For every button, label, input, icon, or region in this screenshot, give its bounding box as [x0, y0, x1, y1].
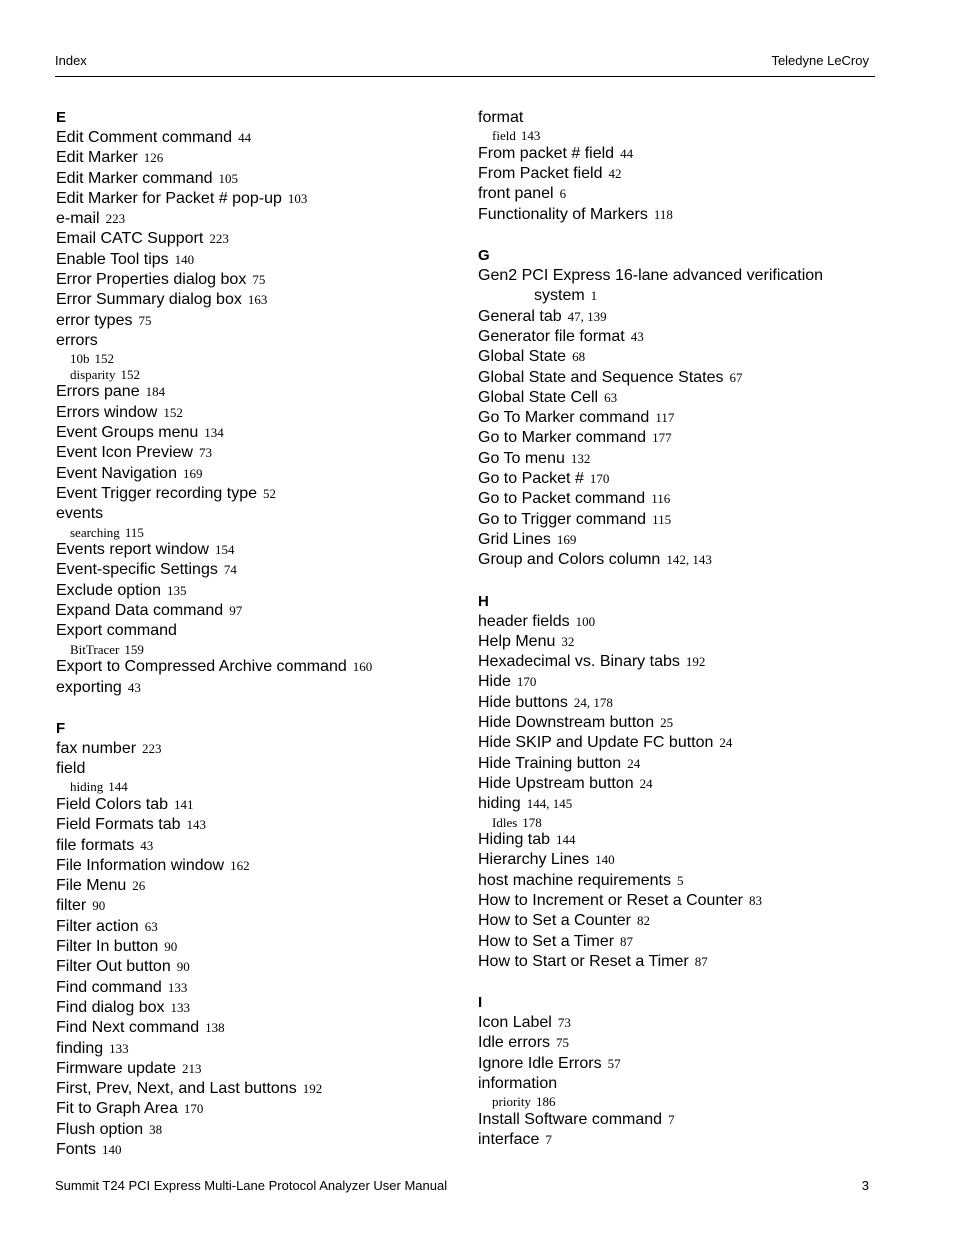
entry-term: Find command	[56, 978, 162, 996]
entry-term: Hexadecimal vs. Binary tabs	[478, 653, 680, 671]
entry-pages: 133	[170, 999, 191, 1015]
subentry-pages: 159	[124, 641, 144, 657]
index-entry	[56, 1018, 466, 1038]
subentry-pages: 178	[522, 814, 542, 830]
entry-pages: 144	[556, 832, 576, 848]
section-letter: I	[478, 994, 483, 1012]
entry-pages: 25	[660, 715, 674, 731]
entry-term: Exclude option	[56, 581, 161, 599]
entry-pages: 140	[595, 852, 615, 868]
entry-term: Event-specific Settings	[56, 561, 218, 579]
entry-pages: 133	[109, 1040, 129, 1056]
index-section	[56, 719, 466, 1161]
index-entry	[56, 657, 466, 677]
index-entry	[478, 891, 888, 911]
entry-term: Global State	[478, 348, 567, 366]
entry-term: Edit Marker for Packet # pop-up	[56, 189, 282, 207]
entry-term: Ignore Idle Errors	[478, 1054, 602, 1072]
entry-term: File Information window	[56, 856, 225, 874]
index-entry	[56, 581, 466, 601]
entry-pages: 74	[223, 562, 237, 578]
index-entry	[56, 621, 466, 641]
entry-term: hiding	[478, 795, 521, 813]
entry-term: events	[56, 505, 104, 523]
index-section	[478, 993, 888, 1150]
entry-term-continuation	[478, 286, 888, 306]
entry-term: information	[478, 1075, 558, 1093]
index-entry	[56, 1099, 466, 1119]
index-entry	[478, 871, 888, 891]
entry-pages: 73	[198, 445, 212, 461]
index-entry	[478, 108, 888, 128]
entry-term: header fields	[478, 612, 570, 630]
index-entry	[56, 540, 466, 560]
entry-pages: 24	[719, 735, 733, 751]
index-entry	[478, 368, 888, 388]
entry-term: exporting	[56, 678, 122, 696]
entry-pages: 42	[608, 166, 622, 182]
index-entry	[478, 830, 888, 850]
entry-term: Hierarchy Lines	[478, 851, 590, 869]
entry-term: file formats	[56, 836, 135, 854]
index-entry	[56, 998, 466, 1018]
index-entry	[478, 347, 888, 367]
index-entry	[56, 978, 466, 998]
footer-page-number: 3	[861, 1178, 869, 1193]
entry-pages: 223	[209, 231, 229, 247]
entry-term: Error Summary dialog box	[56, 291, 242, 309]
subentry-pages: 186	[536, 1094, 556, 1110]
subentry-term: priority	[492, 1094, 531, 1110]
index-entry	[56, 1039, 466, 1059]
entry-pages: 90	[176, 959, 190, 975]
page-header-company: Teledyne LeCroy	[771, 53, 869, 68]
header-divider	[55, 76, 875, 77]
entry-pages: 5	[676, 872, 684, 888]
entry-pages: 67	[729, 369, 743, 385]
entry-pages: 1	[590, 288, 598, 304]
index-entry	[478, 672, 888, 692]
index-section	[56, 108, 466, 698]
entry-term: front panel	[478, 185, 554, 203]
subentry-pages: 144	[108, 779, 128, 795]
entry-term: Filter Out button	[56, 958, 171, 976]
entry-term: From packet # field	[478, 144, 615, 162]
index-subentry	[56, 367, 466, 383]
entry-term: interface	[478, 1131, 540, 1149]
index-subentry	[56, 779, 466, 795]
subentry-term: field	[492, 128, 516, 144]
index-subentry	[56, 351, 466, 367]
entry-pages: 143	[186, 817, 206, 833]
entry-term: errors	[56, 331, 98, 349]
entry-term: fax number	[56, 739, 137, 757]
entry-term: Export to Compressed Archive command	[56, 658, 347, 676]
footer-manual-title: Summit T24 PCI Express Multi-Lane Protocol Analyzer User Manual	[55, 1178, 448, 1193]
page-header-section: Index	[55, 53, 87, 68]
entry-term: Fonts	[56, 1141, 97, 1159]
entry-term: Icon Label	[478, 1014, 552, 1032]
index-entry	[478, 632, 888, 652]
index-entry	[56, 504, 466, 524]
entry-term: Filter In button	[56, 938, 159, 956]
index-entry	[56, 128, 466, 148]
index-entry	[478, 932, 888, 952]
entry-pages: 160	[352, 659, 373, 675]
index-entry	[478, 1110, 888, 1130]
entry-term: field	[56, 760, 86, 778]
index-entry	[478, 774, 888, 794]
index-entry	[478, 449, 888, 469]
section-letter: H	[478, 592, 489, 610]
entry-term: Fit to Graph Area	[56, 1100, 178, 1118]
entry-pages: 100	[575, 613, 596, 629]
section-letter: E	[56, 109, 67, 126]
index-entry	[478, 733, 888, 753]
entry-pages: 7	[545, 1132, 552, 1148]
subentry-term: hiding	[70, 779, 104, 795]
entry-pages: 63	[604, 389, 618, 405]
entry-pages: 170	[589, 471, 610, 487]
entry-term: General tab	[478, 307, 562, 325]
subentry-pages: 152	[120, 366, 140, 382]
entry-pages: 47, 139	[567, 308, 607, 324]
entry-pages: 117	[655, 410, 675, 426]
subentry-term: BitTracer	[70, 641, 120, 657]
entry-term: Install Software command	[478, 1110, 663, 1128]
entry-term: Functionality of Markers	[478, 205, 648, 223]
entry-pages: 24	[639, 775, 653, 791]
index-entry	[56, 1059, 466, 1079]
entry-term: error types	[56, 311, 133, 329]
index-entry	[56, 423, 466, 443]
entry-term: format	[478, 109, 524, 126]
entry-term: Edit Marker	[56, 149, 138, 167]
entry-pages: 192	[302, 1081, 323, 1097]
index-entry	[478, 952, 888, 972]
index-subentry	[56, 642, 466, 658]
entry-term: First, Prev, Next, and Last buttons	[56, 1080, 297, 1098]
entry-term: host machine requirements	[478, 871, 671, 889]
entry-term: Event Groups menu	[56, 424, 199, 442]
index-entry	[56, 148, 466, 168]
entry-pages: 24, 178	[573, 694, 613, 710]
entry-pages: 43	[127, 679, 141, 695]
entry-pages: 140	[102, 1142, 122, 1158]
index-section	[478, 592, 888, 973]
entry-term: Go to Packet #	[478, 470, 584, 488]
entry-pages: 223	[142, 740, 162, 756]
entry-pages: 75	[138, 312, 152, 328]
entry-term: finding	[56, 1039, 104, 1057]
entry-pages: 142, 143	[666, 552, 712, 568]
entry-pages: 163	[247, 292, 268, 308]
index-entry	[56, 759, 466, 779]
entry-term: Find Next command	[56, 1019, 200, 1037]
entry-pages: 126	[143, 150, 164, 166]
entry-term: Hiding tab	[478, 831, 551, 849]
entry-term: From Packet field	[478, 165, 603, 183]
index-entry	[478, 510, 888, 530]
entry-pages: 184	[145, 384, 166, 400]
index-entry	[478, 1074, 888, 1094]
index-entry	[478, 530, 888, 550]
entry-pages: 32	[561, 633, 575, 649]
entry-term: Event Navigation	[56, 464, 177, 482]
entry-term: Global State and Sequence States	[478, 368, 724, 386]
entry-term: Go to Trigger command	[478, 510, 647, 528]
entry-pages: 152	[163, 404, 183, 420]
entry-pages: 170	[183, 1101, 204, 1117]
entry-term: Edit Marker command	[56, 169, 213, 187]
entry-term: Enable Tool tips	[56, 250, 169, 268]
entry-pages: 118	[653, 206, 673, 222]
index-entry	[56, 957, 466, 977]
entry-term-continued: system	[534, 287, 585, 305]
index-entry	[56, 229, 466, 249]
entry-pages: 43	[140, 837, 154, 853]
entry-pages: 82	[636, 913, 650, 929]
entry-pages: 162	[230, 857, 250, 873]
subentry-term: 10b	[70, 351, 90, 367]
entry-term: Field Colors tab	[56, 795, 169, 813]
entry-term: Go to Marker command	[478, 429, 647, 447]
index-entry	[478, 469, 888, 489]
index-entry	[478, 1033, 888, 1053]
entry-pages: 132	[570, 450, 591, 466]
entry-term: e-mail	[56, 210, 100, 228]
entry-term: Error Properties dialog box	[56, 271, 247, 289]
index-section	[478, 246, 888, 570]
entry-pages: 169	[182, 465, 203, 481]
index-entry	[56, 1140, 466, 1160]
entry-pages: 141	[174, 796, 194, 812]
index-entry	[56, 403, 466, 423]
index-entry	[478, 489, 888, 509]
subentry-pages: 143	[520, 128, 541, 144]
entry-pages: 169	[556, 531, 577, 547]
entry-term: How to Set a Counter	[478, 912, 631, 930]
entry-pages: 75	[252, 272, 266, 288]
entry-pages: 140	[174, 251, 195, 267]
index-entry	[56, 896, 466, 916]
index-entry	[56, 1120, 466, 1140]
entry-pages: 52	[263, 485, 276, 501]
entry-pages: 44	[238, 130, 252, 145]
index-entry	[478, 184, 888, 204]
index-section	[478, 108, 888, 225]
entry-term: Errors window	[56, 403, 158, 421]
index-entry	[478, 205, 888, 225]
entry-pages: 26	[132, 878, 146, 894]
index-entry	[56, 250, 466, 270]
entry-pages: 24	[627, 755, 641, 771]
entry-term: Global State Cell	[478, 388, 599, 406]
subentry-term: disparity	[70, 366, 116, 382]
subentry-pages: 115	[124, 524, 144, 540]
entry-pages: 38	[149, 1121, 163, 1137]
entry-term: filter	[56, 897, 87, 915]
entry-term: Expand Data command	[56, 602, 224, 620]
index-entry	[56, 331, 466, 351]
index-entry	[478, 307, 888, 327]
index-entry	[478, 850, 888, 870]
index-entry	[56, 382, 466, 402]
index-entry	[56, 290, 466, 310]
index-entry	[56, 876, 466, 896]
index-entry	[478, 266, 888, 307]
index-entry	[56, 937, 466, 957]
entry-term: Filter action	[56, 917, 139, 935]
entry-pages: 97	[229, 603, 243, 619]
index-entry	[478, 327, 888, 347]
index-entry	[478, 911, 888, 931]
index-entry	[56, 815, 466, 835]
entry-term: Go To menu	[478, 449, 565, 467]
entry-pages: 144, 145	[526, 796, 573, 812]
entry-pages: 105	[218, 170, 238, 186]
entry-pages: 63	[144, 918, 158, 934]
entry-term: Gen2 PCI Express 16-lane advanced verification	[478, 267, 824, 285]
index-entry	[478, 428, 888, 448]
entry-term: Firmware update	[56, 1059, 177, 1077]
entry-pages: 6	[559, 186, 567, 202]
index-subentry	[478, 1094, 888, 1110]
entry-pages: 192	[685, 654, 706, 670]
entry-pages: 57	[607, 1055, 621, 1071]
index-entry	[478, 550, 888, 570]
index-entry	[56, 678, 466, 698]
entry-pages: 170	[516, 674, 537, 690]
entry-pages: 90	[92, 898, 106, 914]
entry-term: Event Trigger recording type	[56, 484, 257, 502]
entry-pages: 103	[287, 190, 308, 206]
index-entry	[56, 169, 466, 189]
index-entry	[478, 693, 888, 713]
index-entry	[478, 144, 888, 164]
entry-term: Hide Upstream button	[478, 774, 634, 792]
index-entry	[56, 189, 466, 209]
index-entry	[56, 311, 466, 331]
entry-pages: 116	[651, 491, 671, 507]
entry-term: How to Increment or Reset a Counter	[478, 891, 744, 909]
entry-pages: 90	[164, 939, 178, 955]
index-entry	[478, 754, 888, 774]
entry-term: Errors pane	[56, 383, 140, 401]
entry-term: Hide SKIP and Update FC button	[478, 734, 714, 752]
entry-term: Event Icon Preview	[56, 444, 193, 462]
index-entry	[478, 612, 888, 632]
entry-pages: 133	[167, 979, 188, 995]
entry-term: How to Set a Timer	[478, 932, 615, 950]
index-entry	[56, 560, 466, 580]
entry-pages: 87	[694, 953, 708, 969]
index-column-right	[478, 108, 888, 1172]
entry-term: Hide	[478, 673, 511, 691]
index-entry	[56, 209, 466, 229]
entry-pages: 87	[620, 933, 634, 949]
index-entry	[478, 1130, 888, 1150]
index-entry	[478, 1013, 888, 1033]
index-entry	[56, 856, 466, 876]
entry-term: Find dialog box	[56, 998, 165, 1016]
subentry-pages: 152	[94, 351, 114, 367]
entry-term: Flush option	[56, 1120, 144, 1138]
entry-pages: 68	[572, 349, 586, 365]
entry-pages: 223	[105, 211, 126, 227]
entry-pages: 75	[556, 1035, 570, 1051]
entry-term: Field Formats tab	[56, 816, 181, 834]
entry-term: Events report window	[56, 541, 209, 559]
index-entry	[56, 601, 466, 621]
entry-term: Generator file format	[478, 327, 625, 345]
entry-pages: 135	[166, 582, 187, 598]
entry-term: Hide buttons	[478, 693, 568, 711]
index-entry	[56, 464, 466, 484]
entry-term: Hide Downstream button	[478, 714, 655, 732]
index-column-left	[56, 108, 466, 1181]
index-entry	[56, 270, 466, 290]
index-entry	[56, 836, 466, 856]
index-entry	[56, 1079, 466, 1099]
index-entry	[478, 408, 888, 428]
entry-term: Export command	[56, 622, 177, 640]
entry-pages: 44	[620, 145, 634, 161]
entry-term: Edit Comment command	[56, 129, 233, 146]
entry-term: Go to Packet command	[478, 490, 646, 508]
entry-term: Email CATC Support	[56, 230, 204, 248]
index-entry	[478, 652, 888, 672]
index-entry	[56, 917, 466, 937]
subentry-term: Idles	[492, 814, 518, 830]
entry-pages: 154	[214, 542, 235, 558]
entry-pages: 115	[652, 511, 672, 527]
entry-term: How to Start or Reset a Timer	[478, 952, 689, 970]
index-subentry	[56, 525, 466, 541]
entry-term: Help Menu	[478, 632, 556, 650]
entry-pages: 177	[652, 430, 672, 446]
index-entry	[56, 443, 466, 463]
index-entry	[478, 1054, 888, 1074]
index-entry	[478, 388, 888, 408]
entry-term: Go To Marker command	[478, 409, 650, 427]
section-letter: F	[56, 719, 66, 737]
entry-pages: 213	[182, 1060, 202, 1076]
index-entry	[478, 713, 888, 733]
index-subentry	[478, 815, 888, 831]
index-entry	[478, 794, 888, 814]
section-letter: G	[478, 247, 490, 265]
entry-pages: 83	[749, 892, 763, 908]
entry-term: File Menu	[56, 877, 127, 895]
index-subentry	[478, 128, 888, 144]
entry-pages: 7	[668, 1111, 675, 1127]
entry-term: Group and Colors column	[478, 551, 661, 569]
index-entry	[56, 795, 466, 815]
index-entry	[56, 484, 466, 504]
entry-pages: 138	[205, 1020, 225, 1036]
entry-pages: 73	[557, 1015, 571, 1031]
entry-term: Hide Training button	[478, 754, 622, 772]
entry-term: Grid Lines	[478, 530, 551, 548]
entry-term: Idle errors	[478, 1034, 551, 1052]
entry-pages: 134	[204, 425, 224, 441]
index-entry	[56, 739, 466, 759]
entry-pages: 43	[630, 328, 644, 344]
index-entry	[478, 164, 888, 184]
subentry-term: searching	[70, 524, 120, 540]
